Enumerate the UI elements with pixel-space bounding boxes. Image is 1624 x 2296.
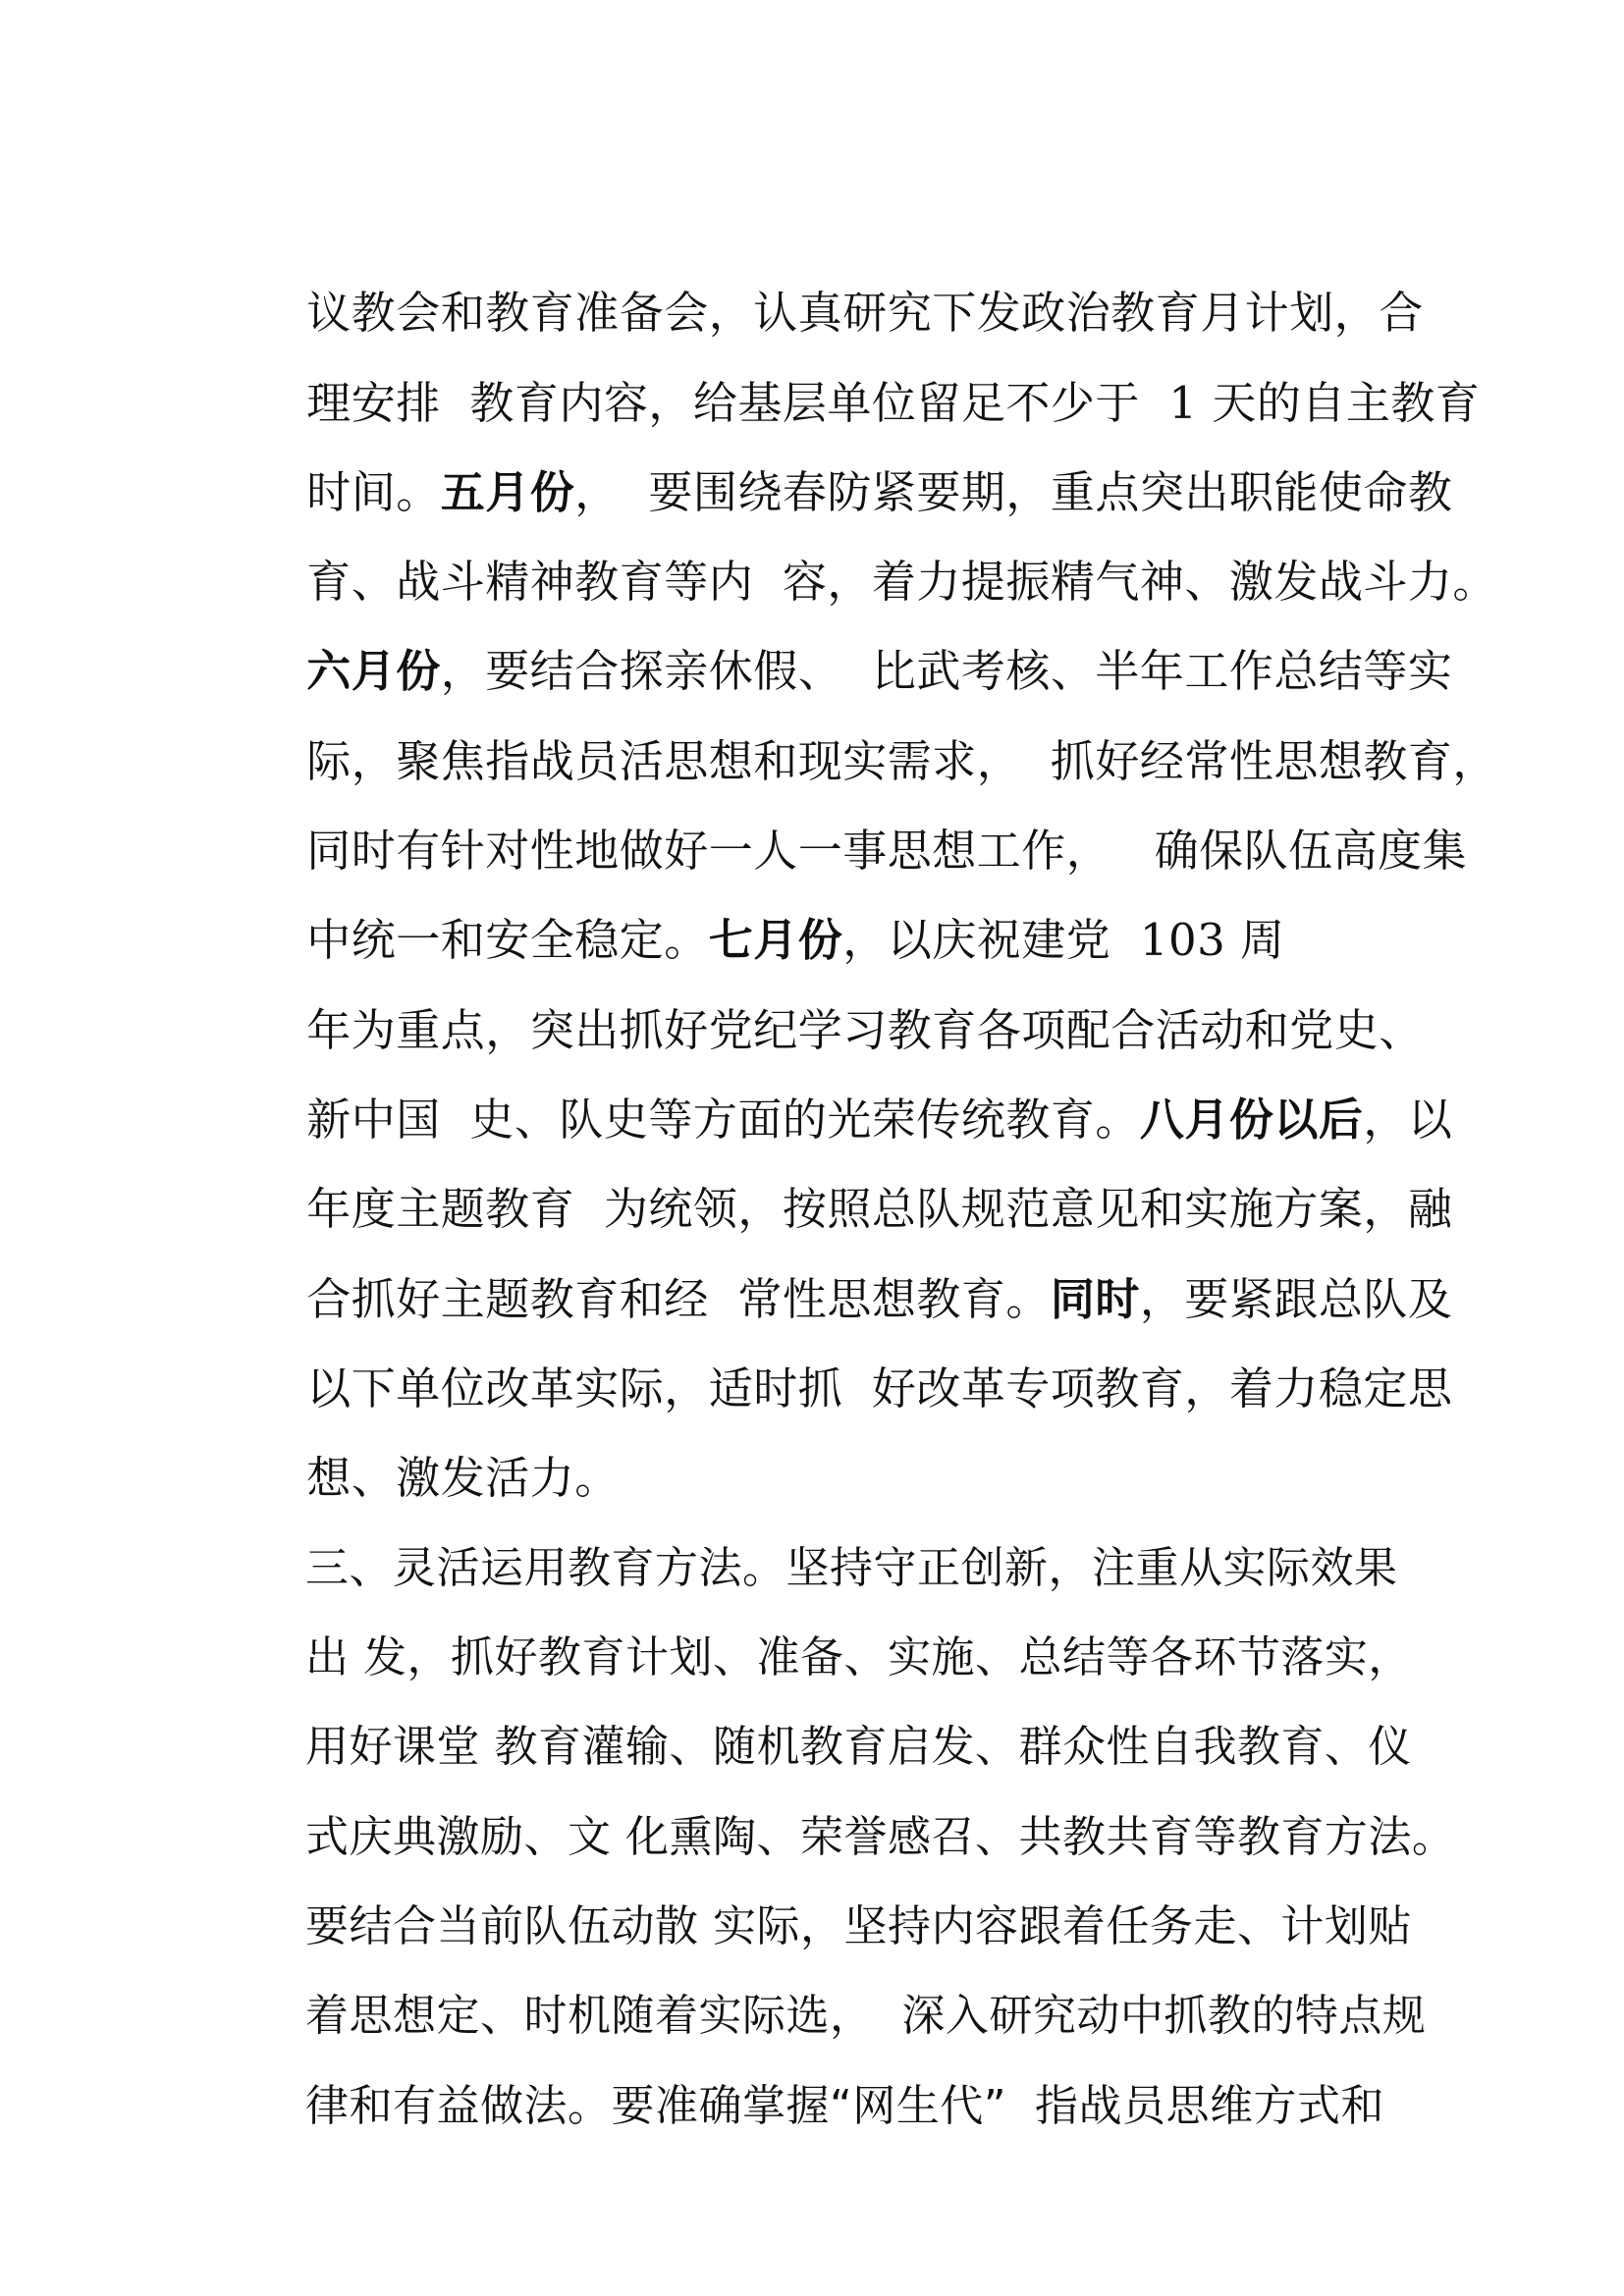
text-line-17: 用好课堂 教育灌输、随机教育启发、群众性自我教育、仪 xyxy=(304,1722,1412,1772)
text-line-16: 出 发，抓好教育计划、准备、实施、总结等各环节落实， xyxy=(304,1632,1412,1682)
text-line-1: 议教会和教育准备会，认真研究下发政治教育月计划，合 xyxy=(306,287,1424,339)
month-heading-july: 七月份 xyxy=(708,914,843,966)
text-line-5: 六月份，要结合探亲休假、 比武考核、半年工作总结等实 xyxy=(306,645,1453,697)
section-heading-line: 三、灵活运用教育方法。坚持守正创新，注重从实际效果 xyxy=(304,1543,1398,1593)
month-heading-may: 五月份 xyxy=(440,466,575,518)
text-line-13: 以下单位改革实际，适时抓 好改革专项教育，着力稳定思 xyxy=(306,1362,1453,1415)
emphasis-meanwhile: 同时 xyxy=(1050,1273,1140,1325)
text-line-12: 合抓好主题教育和经 常性思想教育。同时，要紧跟总队及 xyxy=(306,1273,1453,1325)
text-line-7: 同时有针对性地做好一人一事思想工作， 确保队伍高度集 xyxy=(306,825,1468,877)
month-heading-august: 八月份以后 xyxy=(1139,1094,1364,1146)
text-line-14: 想、激发活力。 xyxy=(306,1452,620,1504)
text-line-6: 际，聚焦指战员活思想和现实需求， 抓好经常性思想教育， xyxy=(306,735,1497,787)
month-heading-june: 六月份 xyxy=(306,645,441,697)
text-line-19: 要结合当前队伍动散 实际，坚持内容跟着任务走、计划贴 xyxy=(304,1901,1412,1951)
text-line-3: 时间。五月份， 要围绕春防紧要期，重点突出职能使命教 xyxy=(306,466,1453,518)
text-line-2: 理安排 教育内容，给基层单位留足不少于 1 天的自主教育 xyxy=(306,377,1481,429)
text-line-11: 年度主题教育 为统领，按照总队规范意见和实施方案，融 xyxy=(306,1183,1453,1235)
text-line-10: 新中国 史、队史等方面的光荣传统教育。八月份以后，以 xyxy=(306,1094,1453,1146)
text-line-20: 着思想定、时机随着实际选， 深入研究动中抓教的特点规 xyxy=(304,1991,1427,2041)
text-line-18: 式庆典激励、文 化熏陶、荣誉感召、共教共育等教育方法。 xyxy=(304,1812,1456,1862)
text-line-8: 中统一和安全稳定。七月份，以庆祝建党 103 周 xyxy=(306,914,1285,966)
text-line-4: 育、战斗精神教育等内 容，着力提振精气神、激发战斗力。 xyxy=(306,556,1497,608)
text-line-9: 年为重点，突出抓好党纪学习教育各项配合活动和党史、 xyxy=(306,1004,1424,1056)
text-line-21: 律和有益做法。要准确掌握“网生代” 指战员思维方式和 xyxy=(304,2081,1385,2131)
